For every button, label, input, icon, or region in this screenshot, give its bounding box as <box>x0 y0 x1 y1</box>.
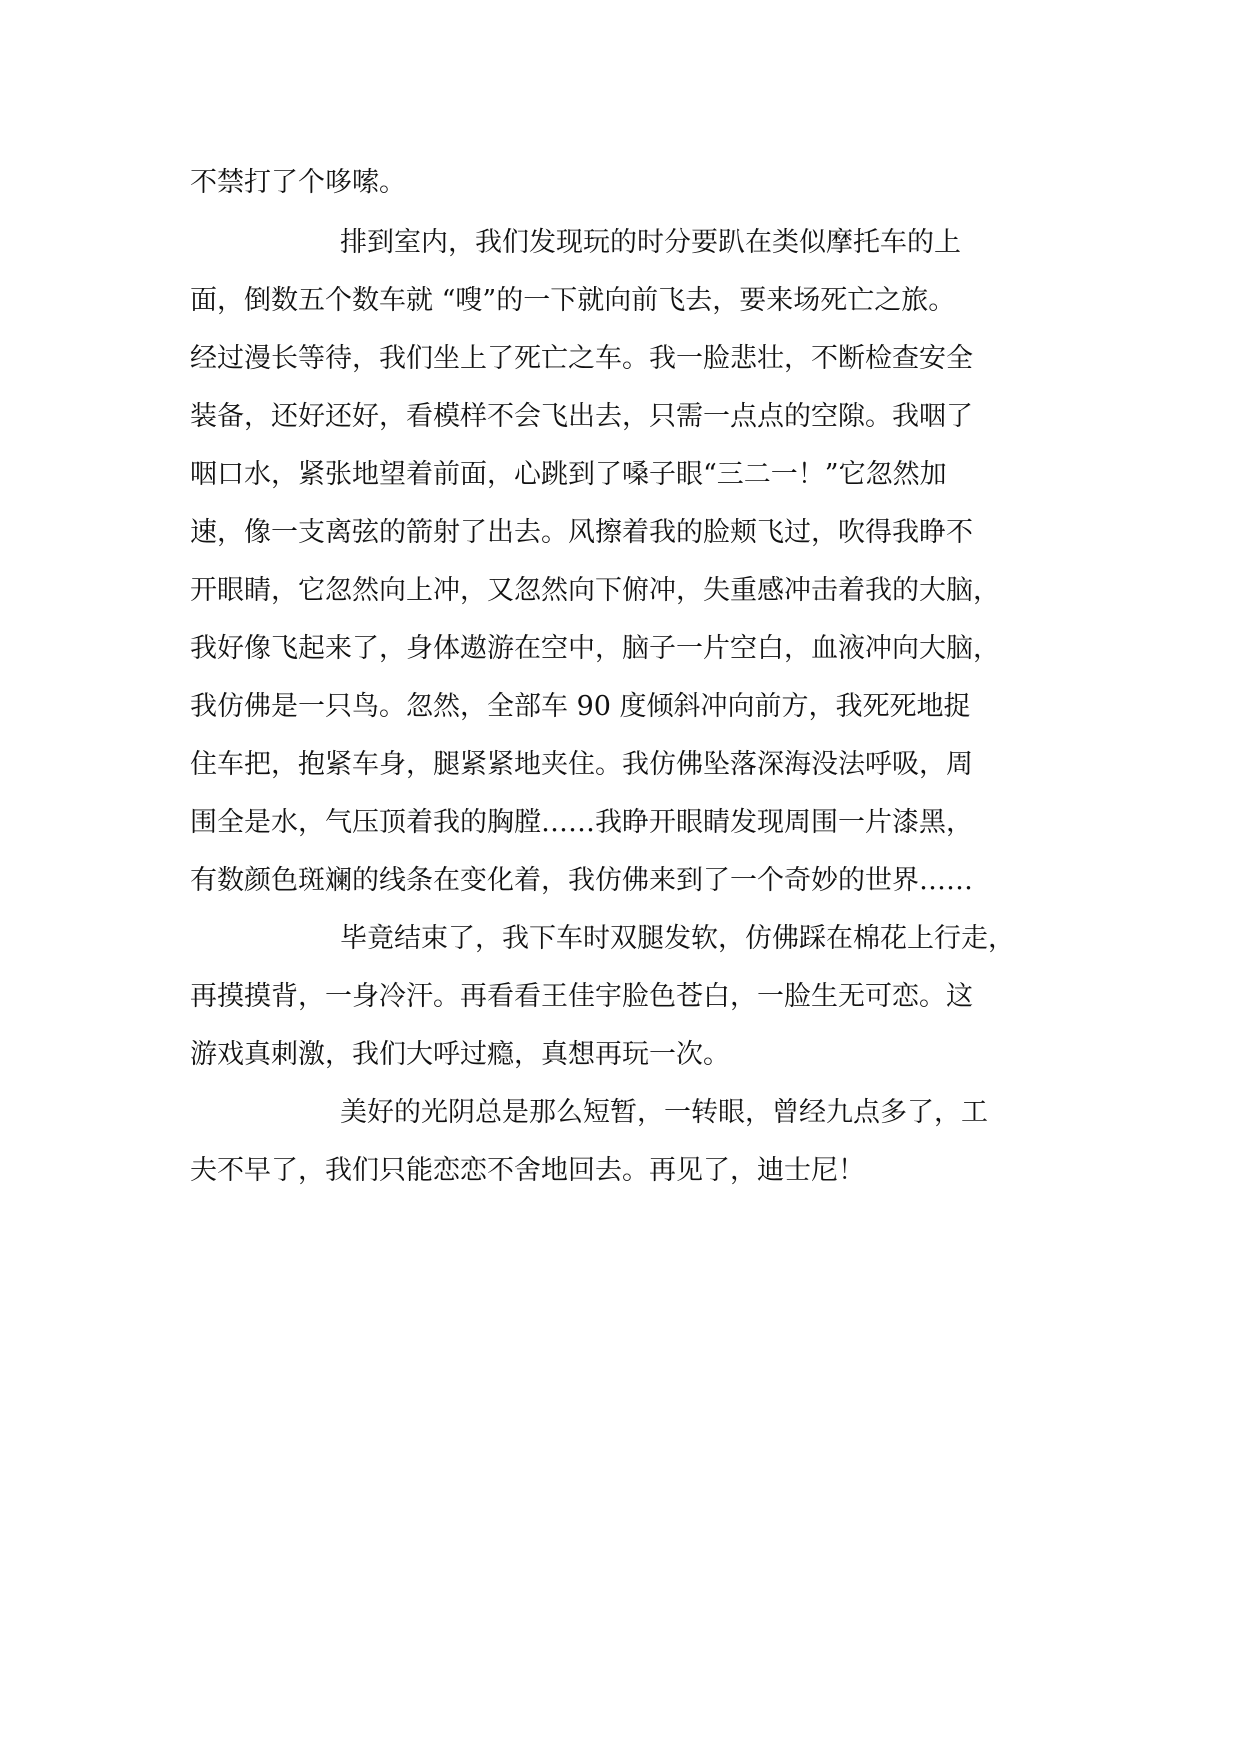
paragraph-start-line: 美好的光阴总是那么短暂，一转眼，曾经九点多了，工 <box>340 1097 988 1128</box>
text-line: 面，倒数五个数车就 “嗖”的一下就向前飞去，要来场死亡之旅。 <box>190 285 956 316</box>
text-line: 有数颜色斑斓的线条在变化着，我仿佛来到了一个奇妙的世界…… <box>190 865 973 896</box>
text-line: 我仿佛是一只鸟。忽然，全部车 90 度倾斜冲向前方，我死死地捉 <box>190 691 971 722</box>
text-line: 围全是水，气压顶着我的胸膛……我睁开眼睛发现周围一片漆黑， <box>190 807 973 838</box>
text-line: 速，像一支离弦的箭射了出去。风擦着我的脸颊飞过，吹得我睁不 <box>190 517 973 548</box>
text-line: 再摸摸背，一身冷汗。再看看王佳宇脸色苍白，一脸生无可恋。这 <box>190 981 973 1012</box>
text-line: 夫不早了，我们只能恋恋不舍地回去。再见了，迪士尼！ <box>190 1155 865 1186</box>
text-line: 开眼睛，它忽然向上冲，又忽然向下俯冲，失重感冲击着我的大脑， <box>190 575 1000 606</box>
text-line: 装备，还好还好，看模样不会飞出去，只需一点点的空隙。我咽了 <box>190 401 973 432</box>
paragraph-start-line: 毕竟结束了，我下车时双腿发软，仿佛踩在棉花上行走， <box>340 923 1015 954</box>
paragraph-start-line: 排到室内，我们发现玩的时分要趴在类似摩托车的上 <box>340 227 961 258</box>
text-line: 游戏真刺激，我们大呼过瘾，真想再玩一次。 <box>190 1039 730 1070</box>
text-line: 咽口水，紧张地望着前面，心跳到了嗓子眼“三二一！”它忽然加 <box>190 459 947 490</box>
text-line: 住车把，抱紧车身，腿紧紧地夹住。我仿佛坠落深海没法呼吸，周 <box>190 749 973 780</box>
text-line: 不禁打了个哆嗦。 <box>190 167 406 198</box>
text-line: 我好像飞起来了，身体遨游在空中，脑子一片空白，血液冲向大脑， <box>190 633 1000 664</box>
text-line: 经过漫长等待，我们坐上了死亡之车。我一脸悲壮，不断检查安全 <box>190 343 973 374</box>
